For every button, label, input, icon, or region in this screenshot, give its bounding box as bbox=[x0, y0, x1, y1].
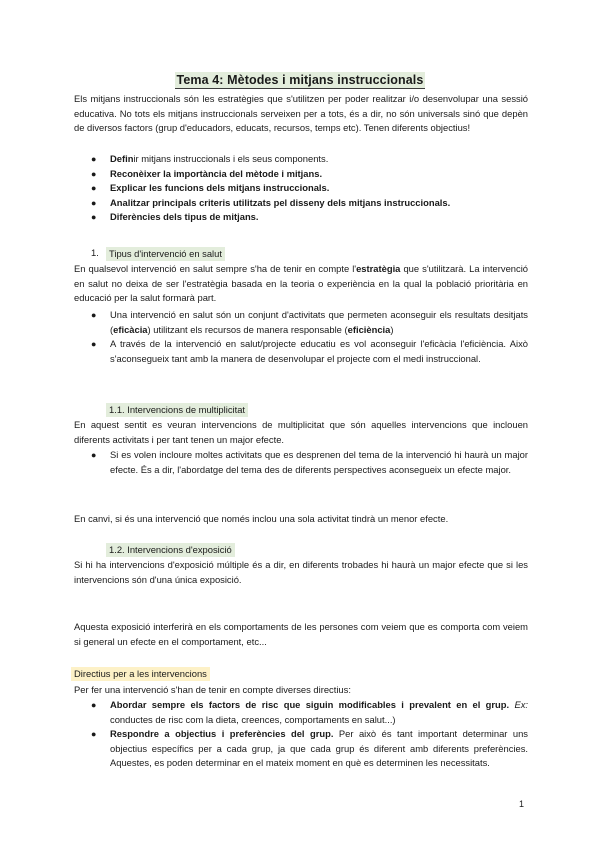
intro-paragraph: Els mitjans instruccionals són les estratègies que s'utilitzen per poder realitzar i/o desenvolupar una sessió educativa. No tots els mitjans instruccionals serveixen per a tots, és a dir, no són universals sinó que depèn de diversos factors (grup d'educadors, educats, recursos, temps etc). Tenen diferents objectius! bbox=[74, 93, 528, 133]
list-item: ● Definir mitjans instruccionals i els seus components. bbox=[74, 152, 528, 167]
list-item: ● Reconèixer la importància del mètode i mitjans. bbox=[74, 167, 528, 182]
section11-paragraph: En aquest sentit es veuran intervencions de multiplicitat que són aquelles intervencions que inclouen diferents activitats i per tant tenen un major efecte. bbox=[74, 419, 528, 445]
list-item: ● Explicar les funcions dels mitjans instruccionals. bbox=[74, 181, 528, 196]
bullet-icon: ● bbox=[91, 197, 97, 208]
list-item: ● Diferències dels tipus de mitjans. bbox=[74, 210, 528, 225]
section-number: 1. bbox=[91, 247, 99, 258]
list-item: ● Si es volen incloure moltes activitats que es desprenen del tema de la intervenció hi haurà un major efecte. És a dir, l'abordatge del tema des de diferents perspectives aconsegueix un efecte major. bbox=[91, 449, 528, 475]
section-heading-1-1: 1.1. Intervencions de multiplicitat bbox=[106, 403, 248, 417]
directives-intro: Per fer una intervenció s'han de tenir en compte diverses directius: bbox=[74, 684, 351, 695]
list-item: ● Abordar sempre els factors de risc que siguin modificables i prevalent en el grup. Ex: conductes de risc com la dieta, creences, comportaments en salut...) bbox=[91, 699, 528, 725]
section1-paragraph: En qualsevol intervenció en salut sempre s'ha de tenir en compte l'estratègia que s'utilitzarà. La intervenció en salut no deixa de ser l'estratègia basada en la teoria o experiència en la qual la població prioritària en educació per la salut formarà part. bbox=[74, 263, 528, 303]
section-heading-1-2: 1.2. Intervencions d'exposició bbox=[106, 543, 235, 557]
bullet-icon: ● bbox=[91, 183, 97, 193]
section-heading-1: Tipus d'intervenció en salut bbox=[106, 247, 225, 261]
directives-list bbox=[74, 698, 528, 771]
section1-list bbox=[74, 308, 528, 366]
section11-list bbox=[74, 448, 528, 477]
directives-heading: Directius per a les intervencions bbox=[71, 667, 210, 681]
title-wrap bbox=[0, 71, 600, 89]
list-item: ● A través de la intervenció en salut/projecte educatiu es vol aconseguir l'eficàcia l'eficiència. Això s'aconsegueix tant amb la manera de desenvolupar el projecte com el medi instruccional. bbox=[91, 338, 528, 364]
bullet-icon: ● bbox=[91, 450, 97, 460]
list-item: ● Analitzar principals criteris utilitzats pel disseny dels mitjans instruccionals. bbox=[74, 196, 528, 211]
bullet-icon: ● bbox=[91, 700, 97, 710]
page-number: 1 bbox=[518, 799, 524, 809]
bullet-icon: ● bbox=[91, 339, 97, 349]
section12-paragraph-2: Aquesta exposició interferirà en els comportaments de les persones com veiem que es comporta com veiem si general un efecte en el comportament, etc... bbox=[74, 621, 528, 647]
list-item: ● Respondre a objectius i preferències del grup. Per això és tant important determinar uns objectius específics per a cada grup, ja que cada grup és diferent amb diferents preferències. Aquestes, es poden determinar en el mateix moment en què es determinen les necessitats. bbox=[91, 728, 528, 768]
bullet-icon: ● bbox=[91, 154, 97, 164]
bullet-icon: ● bbox=[91, 310, 97, 320]
section12-paragraph: Si hi ha intervencions d'exposició múltiple és a dir, en diferents trobades hi haurà un major efecte que si les intervencions són d'una única exposició. bbox=[74, 559, 528, 585]
bullet-icon: ● bbox=[91, 212, 97, 222]
bullet-icon: ● bbox=[91, 729, 97, 739]
list-item: ● Una intervenció en salut són un conjunt d'activitats que permeten aconseguir els resultats desitjats (eficàcia) utilitzant els recursos de manera responsable (eficiència) bbox=[91, 309, 528, 335]
section11-paragraph-2: En canvi, si és una intervenció que només inclou una sola activitat tindrà un menor efecte. bbox=[74, 513, 449, 524]
page-title: Tema 4: Mètodes i mitjans instruccionals bbox=[176, 73, 424, 87]
bullet-icon: ● bbox=[91, 168, 97, 179]
objectives-list bbox=[74, 152, 528, 225]
